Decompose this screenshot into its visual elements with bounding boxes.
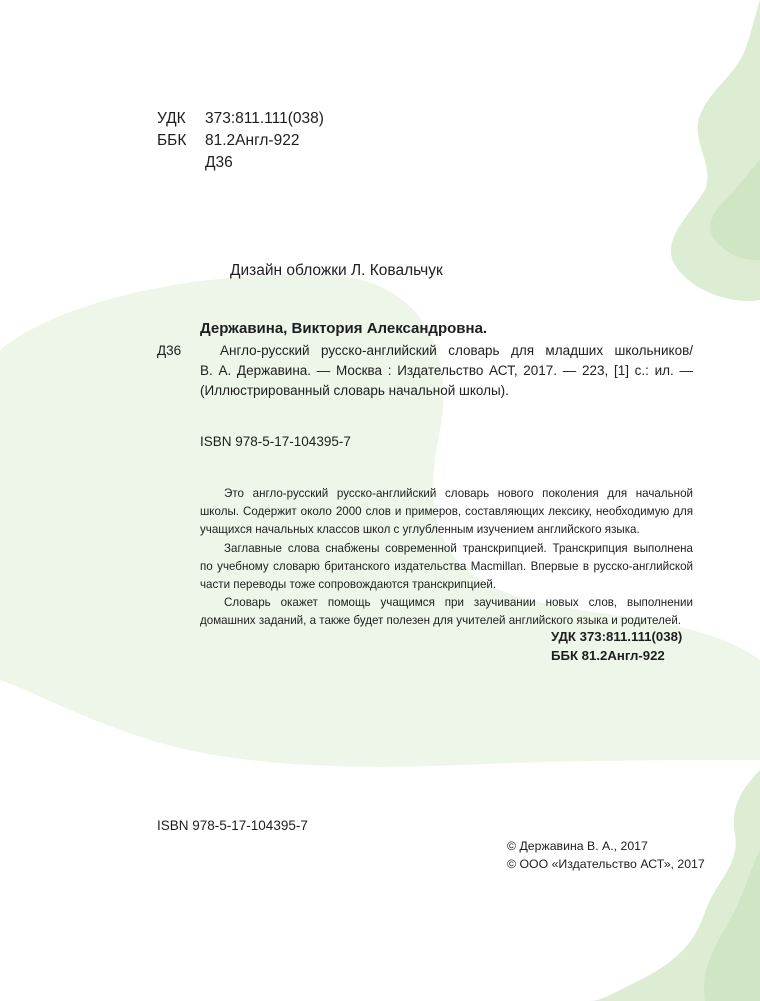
author-mark: Д36: [205, 154, 233, 171]
copyright-publisher: © ООО «Издательство АСТ», 2017: [507, 857, 705, 871]
copyright-block: [507, 837, 705, 873]
cover-design-credit: Дизайн обложки Л. Ковальчук: [230, 262, 443, 279]
catalog-block: [157, 108, 377, 174]
annotation: [200, 485, 693, 631]
annotation-paragraph-2: Заглавные слова снабжены современной транскрипцией. Транскрипция выполнена по учебному словарю британского издательства Macmillan. Впервые в русско-английской части переводы тоже сопровождаются транскрипцией.: [200, 541, 693, 592]
bbk-label: ББК: [157, 132, 187, 149]
record-mark: Д36: [157, 343, 182, 358]
udk-value: 373:811.111(038): [205, 110, 324, 127]
record-isbn: ISBN 978-5-17-104395-7: [200, 434, 351, 449]
bib-line-1: Англо-русский русско-английский словарь для младших школьников/: [220, 343, 693, 358]
codes-block: [551, 628, 682, 665]
bib-line-2: В. А. Державина. — Москва : Издательство АСТ, 2017. — 223, [1] с.: ил. —: [200, 363, 693, 378]
bib-line-3: (Иллюстрированный словарь начальной школы).: [200, 383, 509, 398]
bbk-code: ББК 81.2Англ-922: [551, 647, 665, 663]
footer-isbn: ISBN 978-5-17-104395-7: [157, 818, 308, 833]
author-heading: Державина, Виктория Александровна.: [200, 320, 488, 337]
annotation-paragraph-3: Словарь окажет помощь учащимся при заучивании новых слов, выполнении домашних заданий, а также будет полезен для учителей английского языка и родителей.: [200, 596, 693, 628]
annotation-paragraph-1: Это англо-русский русско-английский словарь нового поколения для начальной школы. Содержит около 2000 слов и примеров, составляющих лексику, необходимую для учащихся начальных классов школ с углубленным изучением английского языка.: [200, 487, 693, 537]
copyright-author: © Державина В. А., 2017: [507, 839, 648, 853]
bbk-value: 81.2Англ-922: [205, 132, 300, 149]
udk-code: УДК 373:811.111(038): [551, 629, 683, 644]
udk-label: УДК: [157, 110, 186, 127]
